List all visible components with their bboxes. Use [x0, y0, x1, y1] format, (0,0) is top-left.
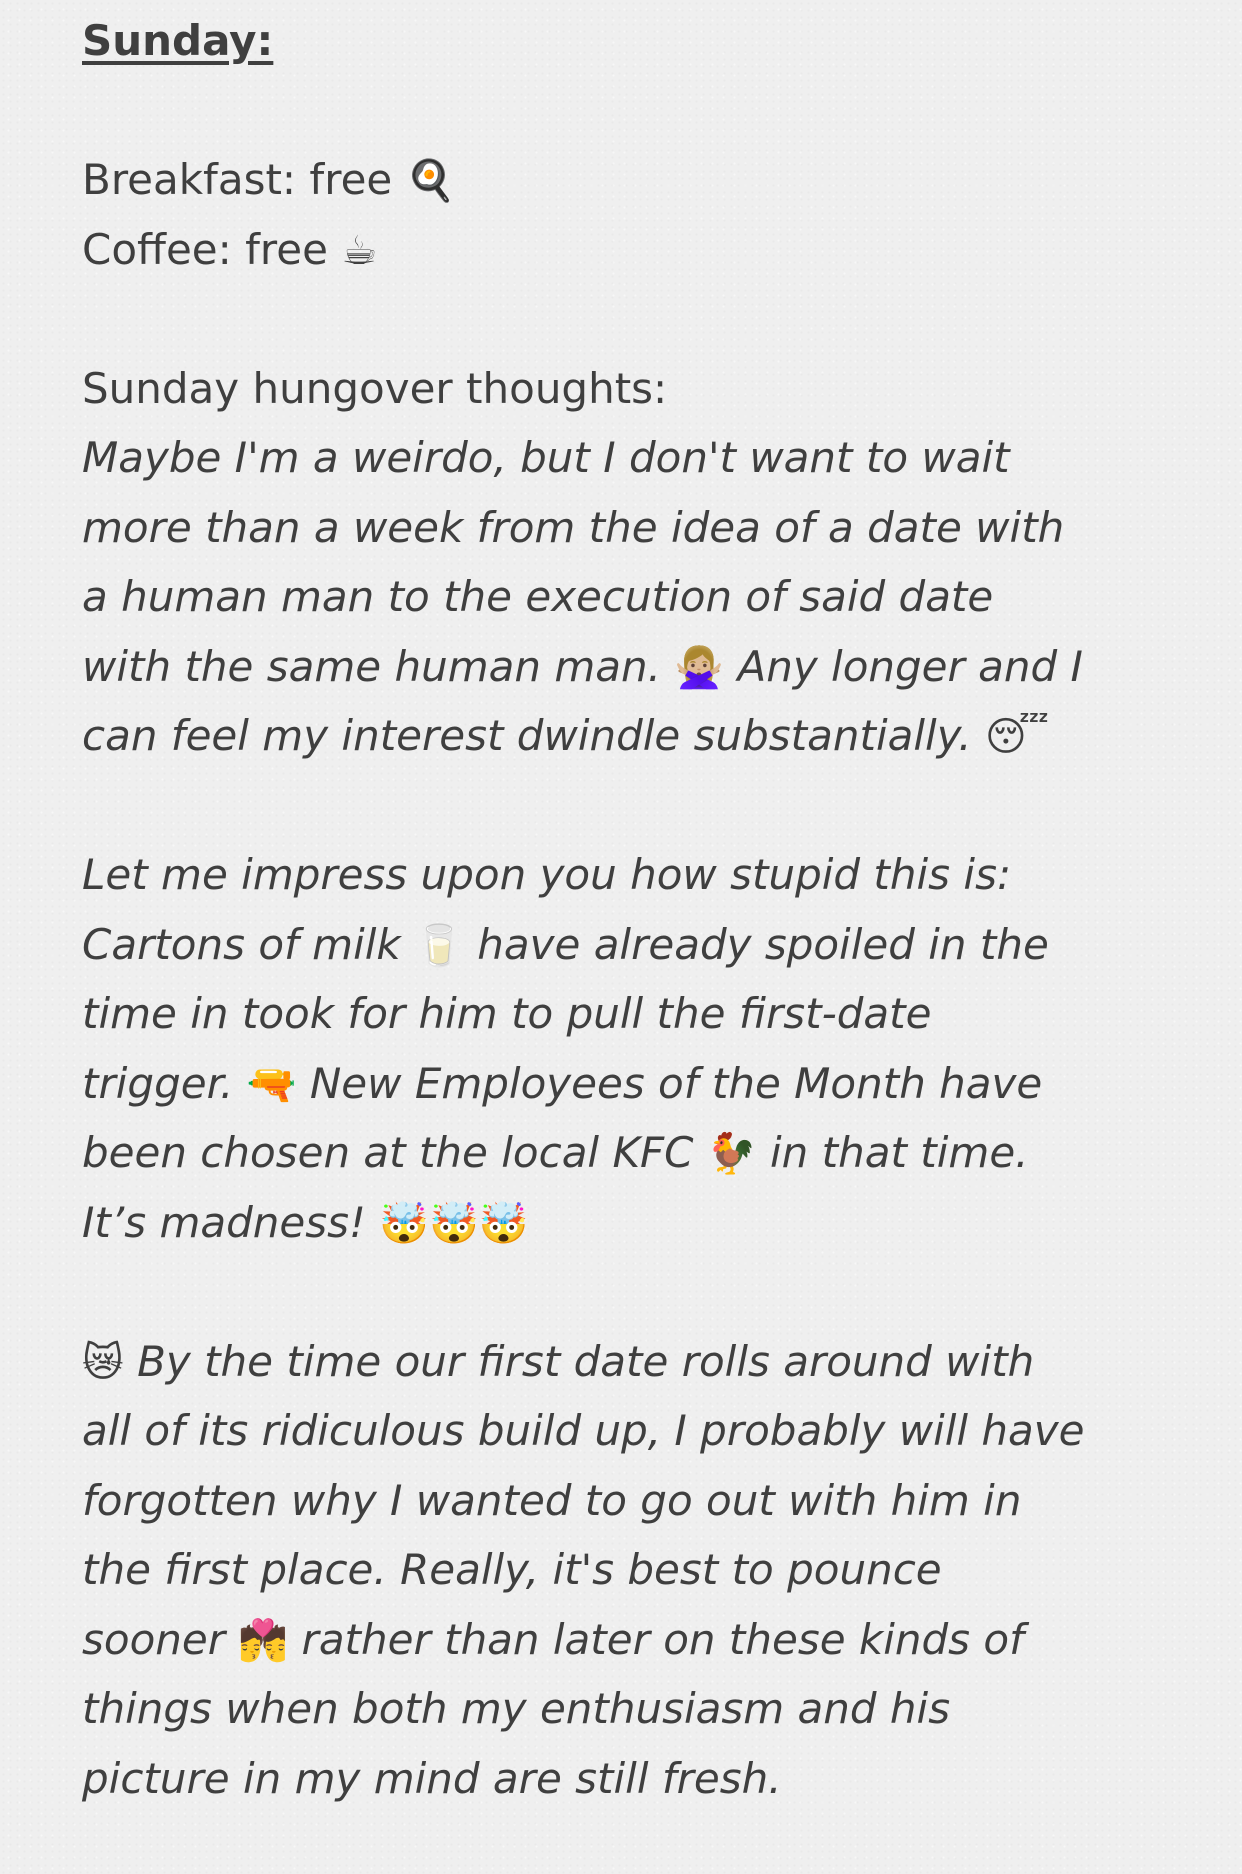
paragraph-2-line-5: [82, 1118, 1192, 1188]
paragraph-3-line-6: things when both my enthusiasm and his: [82, 1684, 951, 1733]
note-title: Sunday:: [82, 16, 274, 65]
paragraph-2-line-4: [82, 1049, 1192, 1119]
paragraph-1-line-3: a human man to the execution of said date: [82, 572, 994, 621]
paragraph-2-line-6: [82, 1188, 1192, 1258]
water-pistol-icon: 🔫: [246, 1061, 297, 1108]
paragraph-1-line-5: [82, 701, 1192, 771]
paragraph-3-text: rather than later on these kinds of: [301, 1614, 1024, 1664]
coffee-cup-icon: ☕: [341, 227, 378, 274]
paragraph-2-text: Cartons of milk: [82, 919, 401, 969]
paragraph-1-line-1: Maybe I'm a weirdo, but I don't want to wait: [82, 433, 1010, 482]
gesturing-no-icon: 🙅🏼‍♀️: [674, 644, 725, 691]
paragraph-2-text: in that time.: [770, 1128, 1029, 1177]
paragraph-3-line-3: forgotten why I wanted to go out with him in: [82, 1475, 1022, 1525]
paragraph-2-text: have already spoiled in the: [477, 919, 1049, 969]
paragraph-2-line-1: Let me impress upon you how stupid this is:: [82, 850, 1012, 899]
breakfast-line: [82, 145, 1192, 215]
paragraph-2-line-3: time in took for him to pull the first-date: [82, 989, 932, 1038]
paragraph-3-line-5: [82, 1605, 1192, 1675]
blank-line: [82, 76, 1192, 146]
exploding-head-icon: 🤯🤯🤯: [379, 1200, 529, 1247]
blank-line: [82, 771, 1192, 841]
paragraph-3-text: sooner: [82, 1614, 226, 1664]
paragraph-2-text: New Employees of the Month have: [309, 1058, 1043, 1108]
paragraph-3-line-7: picture in my mind are still fresh.: [82, 1753, 782, 1803]
paragraph-3-text: By the time our first date rolls around with: [137, 1336, 1035, 1386]
section-heading: Sunday hungover thoughts:: [82, 363, 668, 413]
paragraph-1-text: can feel my interest dwindle substantially.: [82, 711, 972, 760]
coffee-text: Coffee: free: [82, 224, 328, 274]
coffee-line: [82, 215, 1192, 285]
note-body: [82, 6, 1192, 1813]
frying-pan-icon: 🍳: [405, 158, 456, 204]
blank-line: [82, 284, 1192, 354]
breakfast-text: Breakfast: free: [82, 155, 393, 204]
paragraph-2-line-2: [82, 910, 1192, 980]
paragraph-3-line-4: the first place. Really, it's best to pounce: [82, 1545, 942, 1594]
paragraph-1-text: with the same human man.: [82, 641, 661, 691]
paragraph-1-line-2: more than a week from the idea of a date with: [82, 502, 1065, 552]
paragraph-2-text: been chosen at the local KFC: [82, 1128, 694, 1177]
milk-glass-icon: 🥛: [414, 922, 464, 969]
paragraph-3-line-2: all of its ridiculous build up, I probably will have: [82, 1406, 1085, 1455]
paragraph-1-text: Any longer and I: [737, 641, 1083, 691]
crying-cat-icon: 😿: [82, 1339, 124, 1386]
blank-line: [82, 1257, 1192, 1327]
paragraph-2-text: It’s madness!: [82, 1197, 366, 1247]
rooster-icon: 🐓: [706, 1131, 757, 1177]
paragraph-2-text: trigger.: [82, 1058, 234, 1108]
paragraph-1-line-4: [82, 632, 1192, 702]
kiss-icon: 💏: [238, 1617, 289, 1664]
paragraph-3-line-1: [82, 1327, 1192, 1397]
sleeping-face-icon: 😴: [985, 714, 1050, 760]
